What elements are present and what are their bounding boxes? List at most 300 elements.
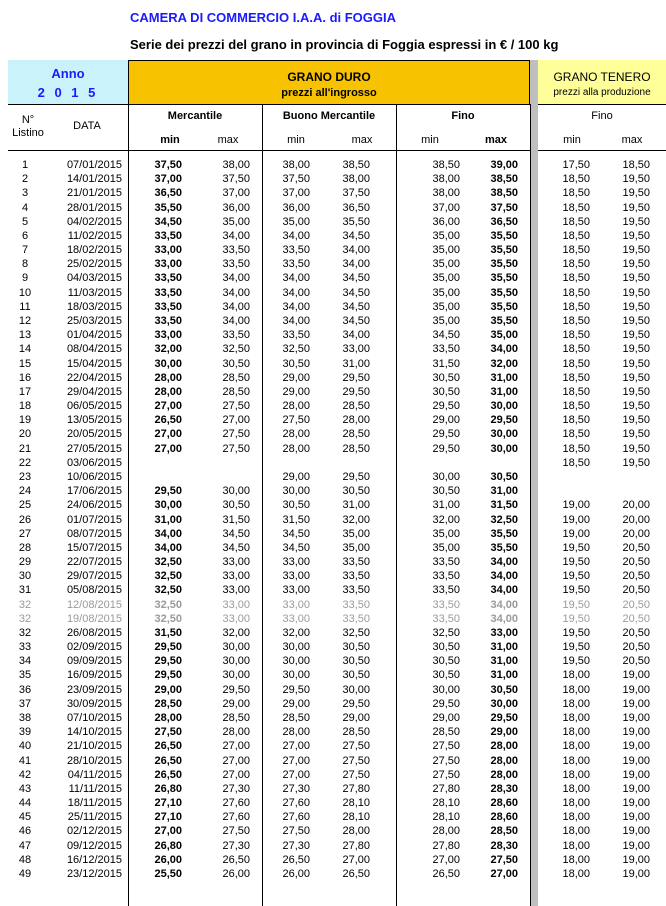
buono-min: 29,00: [282, 470, 310, 483]
fino-min: 35,00: [432, 314, 460, 327]
tenero-min: 19,50: [562, 556, 590, 569]
tenero-max: 19,00: [622, 853, 650, 866]
fino-max: 29,50: [490, 712, 518, 725]
fino-max: 30,00: [490, 428, 518, 441]
listino-date: 25/03/2015: [66, 314, 122, 327]
mercantile-min: 29,50: [154, 485, 182, 498]
buono-max: 26,50: [342, 868, 370, 880]
mercantile-max: 31,50: [222, 513, 250, 526]
buono-min: 33,00: [282, 598, 310, 611]
listino-date: 19/08/2015: [66, 612, 122, 625]
table-row: [0, 514, 666, 528]
buono-max: 31,00: [342, 357, 370, 370]
table-row: [0, 287, 666, 301]
fino-max: 29,00: [490, 726, 518, 739]
listino-number: 19: [18, 414, 32, 427]
fino-max: 28,30: [490, 839, 518, 852]
tenero-min: 18,50: [562, 414, 590, 427]
tenero-max: 20,50: [622, 556, 650, 569]
buono-max: 30,00: [342, 683, 370, 696]
mercantile-min: 27,00: [154, 442, 182, 455]
buono-max: 27,50: [342, 754, 370, 767]
tenero-max: 19,00: [622, 754, 650, 767]
anno-header: [8, 60, 128, 104]
mercantile-min: 34,50: [154, 215, 182, 228]
mercantile-max: 37,00: [222, 187, 250, 200]
tenero-max: 19,50: [622, 456, 650, 469]
buono-min-label: min: [287, 134, 305, 146]
buono-min: 34,00: [282, 229, 310, 242]
table-row: [0, 414, 666, 428]
table-row: [0, 301, 666, 315]
listino-date: 11/03/2015: [67, 286, 122, 299]
tenero-min: 18,00: [562, 669, 590, 682]
buono-min: 27,30: [282, 782, 310, 795]
fino-min: 30,50: [432, 485, 460, 498]
tenero-min: 18,00: [562, 797, 590, 810]
table-row: [0, 315, 666, 329]
fino-max: 35,50: [490, 244, 518, 257]
listino-number: 24: [18, 485, 32, 498]
mercantile-max: 29,50: [222, 683, 250, 696]
listino-number: 40: [18, 740, 32, 753]
listino-number: 33: [18, 641, 32, 654]
tenero-min: 18,00: [562, 712, 590, 725]
listino-date: 11/02/2015: [67, 229, 122, 242]
tenero-min: 18,00: [562, 726, 590, 739]
fino-max: 28,60: [490, 811, 518, 824]
buono-max: 33,00: [342, 343, 370, 356]
mercantile-min: 27,00: [154, 825, 182, 838]
tenero-max: 19,50: [622, 414, 650, 427]
fino-max: 28,00: [490, 768, 518, 781]
mercantile-max: 30,50: [222, 499, 250, 512]
tenero-min: 18,00: [562, 811, 590, 824]
mercantile-min: 27,00: [154, 400, 182, 413]
mercantile-max: 27,00: [222, 768, 250, 781]
tenero-min: 18,50: [562, 258, 590, 271]
fino-min: 28,10: [432, 797, 460, 810]
mercantile-min: 27,50: [154, 726, 182, 739]
table-row: [0, 811, 666, 825]
fino-min: 30,50: [432, 655, 460, 668]
listino-date: 07/10/2015: [66, 712, 122, 725]
fino-max: 34,00: [490, 556, 518, 569]
tenero-max: 19,50: [622, 314, 650, 327]
buono-min: 28,50: [282, 712, 310, 725]
tenero-max: 19,50: [622, 343, 650, 356]
buono-max: 34,50: [342, 272, 370, 285]
fino-min: 27,50: [432, 740, 460, 753]
tenero-max: 19,50: [622, 371, 650, 384]
fino-max: 29,50: [490, 414, 518, 427]
table-row: [0, 358, 666, 372]
buono-min: 27,00: [282, 768, 310, 781]
table-row: [0, 627, 666, 641]
table-row: [0, 528, 666, 542]
mercantile-max: 27,30: [222, 839, 250, 852]
tenero-max: 19,50: [622, 442, 650, 455]
fino-max: 35,50: [490, 527, 518, 540]
listino-number: 41: [18, 754, 32, 767]
mercantile-max: 34,00: [222, 286, 250, 299]
tenero-min: 18,50: [562, 244, 590, 257]
mercantile-min: 32,50: [154, 598, 182, 611]
mercantile-min: 32,50: [154, 556, 182, 569]
listino-number: 23: [18, 470, 32, 483]
listino-number: 47: [18, 839, 32, 852]
mercantile-min: 26,80: [154, 839, 182, 852]
fino-min: 33,50: [432, 584, 460, 597]
tenero-min: 18,00: [562, 697, 590, 710]
mercantile-max: 27,50: [222, 400, 250, 413]
listino-date: 25/02/2015: [66, 258, 122, 271]
fino-min: 35,00: [432, 541, 460, 554]
listino-date: 16/12/2015: [66, 853, 122, 866]
fino-max: 28,30: [490, 782, 518, 795]
fino-max: 31,00: [490, 371, 518, 384]
mercantile-max: 35,00: [222, 215, 250, 228]
mercantile-min: 28,00: [154, 712, 182, 725]
tenero-min: 19,50: [562, 626, 590, 639]
anno-label: Anno: [51, 66, 85, 81]
listino-date: 24/06/2015: [66, 499, 122, 512]
listino-date: 04/03/2015: [66, 272, 122, 285]
fino-min: 30,50: [432, 669, 460, 682]
mercantile-max: 33,00: [222, 598, 250, 611]
table-row: [0, 244, 666, 258]
listino-date: 18/03/2015: [66, 300, 122, 313]
tenero-min: 19,00: [562, 513, 590, 526]
listino-number: 18: [18, 400, 32, 413]
fino-max-label: max: [484, 134, 508, 146]
buono-max: 38,50: [342, 159, 370, 171]
fino-min: 29,50: [432, 442, 460, 455]
buono-max: 35,00: [342, 541, 370, 554]
tenero-min: 19,50: [562, 655, 590, 668]
listino-date: 11/11/2015: [68, 782, 122, 795]
table-row: [0, 854, 666, 868]
fino-label: Fino: [451, 110, 475, 122]
fino-min: 29,50: [432, 428, 460, 441]
tenero-max: 19,50: [622, 187, 650, 200]
buono-min: 30,00: [282, 641, 310, 654]
buono-min: 28,00: [282, 726, 310, 739]
tenero-max: 19,50: [622, 258, 650, 271]
table-row: [0, 570, 666, 584]
buono-max: 28,50: [342, 726, 370, 739]
tenero-min: 18,50: [562, 215, 590, 228]
fino-max: 36,50: [490, 215, 518, 228]
tenero-min: 18,00: [562, 868, 590, 880]
buono-min: 30,00: [282, 655, 310, 668]
table-row: [0, 755, 666, 769]
mercantile-min: 29,00: [154, 683, 182, 696]
listino-number: 46: [18, 825, 32, 838]
fino-min: 38,00: [432, 187, 460, 200]
tenero-max: 19,00: [622, 669, 650, 682]
tenero-min: 18,50: [562, 329, 590, 342]
mercantile-max-label: max: [217, 134, 239, 146]
fino-max: 30,50: [490, 470, 518, 483]
buono-min: 33,50: [282, 244, 310, 257]
buono-max: 29,50: [342, 697, 370, 710]
table-row: [0, 797, 666, 811]
mercantile-max: 33,50: [222, 244, 250, 257]
listino-number: 43: [18, 782, 32, 795]
table-row: [0, 698, 666, 712]
table-row: [0, 471, 666, 485]
mercantile-min: 30,00: [154, 357, 182, 370]
fino-min: 29,50: [432, 400, 460, 413]
buono-min: 27,60: [282, 811, 310, 824]
buono-max: 34,00: [342, 258, 370, 271]
fino-max: 34,00: [490, 343, 518, 356]
fino-min: 30,50: [432, 641, 460, 654]
fino-min: 33,50: [432, 598, 460, 611]
mercantile-min: 28,00: [154, 385, 182, 398]
mercantile-max: 34,00: [222, 272, 250, 285]
document-subtitle: Serie dei prezzi del grano in provincia di Foggia espressi in € / 100 kg: [130, 37, 559, 52]
buono-max: 34,50: [342, 314, 370, 327]
buono-min: 36,00: [282, 201, 310, 214]
table-row: [0, 216, 666, 230]
listino-number: 36: [18, 683, 32, 696]
tenero-max: 19,00: [622, 811, 650, 824]
table-row: [0, 542, 666, 556]
buono-max: 36,50: [342, 201, 370, 214]
table-row: [0, 187, 666, 201]
listino-number: 27: [18, 527, 32, 540]
table-row: [0, 556, 666, 570]
buono-max: 33,50: [342, 612, 370, 625]
mercantile-min: 27,10: [154, 797, 182, 810]
tenero-max: 19,50: [622, 286, 650, 299]
mercantile-min: 31,00: [154, 513, 182, 526]
listino-date: 01/07/2015: [66, 513, 122, 526]
fino-max: 28,60: [490, 797, 518, 810]
listino-number: 39: [18, 726, 32, 739]
buono-min: 29,00: [282, 385, 310, 398]
mercantile-min: 26,80: [154, 782, 182, 795]
listino-number: 17: [18, 385, 32, 398]
fino-min: 35,00: [432, 272, 460, 285]
buono-min: 33,00: [282, 584, 310, 597]
tenero-min: 19,50: [562, 584, 590, 597]
table-row: [0, 684, 666, 698]
listino-date: 12/08/2015: [66, 598, 122, 611]
fino-min: 32,50: [432, 626, 460, 639]
buono-min: 30,00: [282, 485, 310, 498]
buono-max: 32,00: [342, 513, 370, 526]
mercantile-min: 33,00: [154, 329, 182, 342]
fino-min: 33,50: [432, 556, 460, 569]
anno-value: 2 0 1 5: [37, 85, 99, 100]
buono-min: 26,00: [282, 868, 310, 880]
fino-min: 33,50: [432, 612, 460, 625]
fino-max: 28,00: [490, 740, 518, 753]
tenero-min: 19,50: [562, 570, 590, 583]
listino-number: 13: [18, 329, 32, 342]
tenero-min: 19,50: [562, 541, 590, 554]
tenero-min: 19,50: [562, 612, 590, 625]
fino-max: 38,50: [490, 173, 518, 186]
listino-date: 14/10/2015: [66, 726, 122, 739]
listino-number: 15: [18, 357, 32, 370]
mercantile-min: 29,50: [154, 641, 182, 654]
tenero-max-label: max: [621, 134, 643, 146]
buono-mercantile-label: Buono Mercantile: [282, 110, 376, 122]
listino-number: 11: [19, 300, 31, 313]
tenero-max: 20,50: [622, 598, 650, 611]
tenero-max: 19,50: [622, 428, 650, 441]
mercantile-max: 26,00: [222, 868, 250, 880]
tenero-max: 19,50: [622, 300, 650, 313]
table-row: [0, 428, 666, 442]
table-row: [0, 159, 666, 173]
fino-max: 30,00: [490, 442, 518, 455]
fino-min: 29,00: [432, 414, 460, 427]
mercantile-max: 33,00: [222, 570, 250, 583]
mercantile-min: 33,50: [154, 300, 182, 313]
fino-min: 28,00: [432, 825, 460, 838]
mercantile-max: 26,50: [222, 853, 250, 866]
fino-max: 35,50: [490, 258, 518, 271]
buono-min: 30,50: [282, 357, 310, 370]
grano-tenero-sub: prezzi alla produzione: [553, 87, 651, 98]
mercantile-min: 29,50: [154, 669, 182, 682]
listino-number: 21: [18, 442, 32, 455]
col-data-label: DATA: [73, 120, 101, 132]
fino-min: 35,00: [432, 300, 460, 313]
tenero-min: 17,50: [562, 159, 590, 171]
tenero-max: 19,50: [622, 229, 650, 242]
table-row: [0, 457, 666, 471]
listino-number: 45: [18, 811, 32, 824]
table-row: [0, 443, 666, 457]
listino-date: 25/11/2015: [67, 811, 122, 824]
table-row: [0, 783, 666, 797]
mercantile-min: 26,50: [154, 768, 182, 781]
listino-number: 6: [21, 229, 29, 242]
table-row: [0, 499, 666, 513]
buono-min: 28,00: [282, 442, 310, 455]
fino-min: 31,50: [432, 357, 460, 370]
fino-max: 35,00: [490, 329, 518, 342]
tenero-max: 20,50: [622, 541, 650, 554]
listino-date: 30/09/2015: [66, 697, 122, 710]
listino-date: 22/04/2015: [66, 371, 122, 384]
buono-max: 38,00: [342, 173, 370, 186]
fino-min: 35,00: [432, 527, 460, 540]
tenero-max: 19,00: [622, 683, 650, 696]
document-title: CAMERA DI COMMERCIO I.A.A. di FOGGIA: [130, 10, 397, 25]
tenero-max: 19,50: [622, 215, 650, 228]
fino-max: 35,50: [490, 541, 518, 554]
listino-number: 34: [18, 655, 32, 668]
mercantile-min: 26,50: [154, 740, 182, 753]
buono-max: 35,00: [342, 527, 370, 540]
mercantile-max: 30,00: [222, 485, 250, 498]
mercantile-min: 33,50: [154, 286, 182, 299]
listino-number: 22: [18, 456, 32, 469]
fino-max: 31,00: [490, 385, 518, 398]
buono-max: 28,10: [342, 797, 370, 810]
listino-number: 9: [21, 272, 29, 285]
listino-number: 30: [18, 570, 32, 583]
listino-date: 21/10/2015: [66, 740, 122, 753]
buono-max: 30,50: [342, 669, 370, 682]
tenero-max: 19,50: [622, 272, 650, 285]
buono-min: 29,50: [282, 683, 310, 696]
table-row: [0, 400, 666, 414]
listino-number: 20: [18, 428, 32, 441]
buono-min: 34,00: [282, 314, 310, 327]
listino-date: 09/09/2015: [66, 655, 122, 668]
tenero-min: 18,50: [562, 456, 590, 469]
mercantile-max: 30,50: [222, 357, 250, 370]
listino-number: 3: [21, 187, 29, 200]
header-line: [8, 104, 530, 105]
buono-min: 28,00: [282, 428, 310, 441]
listino-number: 5: [21, 215, 29, 228]
buono-min: 27,60: [282, 797, 310, 810]
mercantile-min: 34,00: [154, 541, 182, 554]
mercantile-min: 32,50: [154, 570, 182, 583]
listino-date: 18/02/2015: [66, 244, 122, 257]
listino-number: 42: [18, 768, 32, 781]
fino-min: 27,80: [432, 782, 460, 795]
fino-min: 35,00: [432, 258, 460, 271]
tenero-min: 18,00: [562, 853, 590, 866]
tenero-min-label: min: [563, 134, 581, 146]
listino-date: 22/07/2015: [66, 556, 122, 569]
mercantile-max: 33,00: [222, 612, 250, 625]
listino-date: 27/05/2015: [66, 442, 122, 455]
mercantile-max: 27,50: [222, 428, 250, 441]
mercantile-max: 34,00: [222, 314, 250, 327]
listino-number: 14: [18, 343, 32, 356]
listino-number: 10: [18, 286, 32, 299]
listino-date: 13/05/2015: [66, 414, 122, 427]
grano-duro-header: [128, 60, 530, 104]
table-row: [0, 329, 666, 343]
buono-min: 37,00: [282, 187, 310, 200]
listino-number: 26: [18, 513, 32, 526]
fino-max: 31,00: [490, 655, 518, 668]
fino-min: 37,00: [432, 201, 460, 214]
mercantile-max: 27,60: [222, 797, 250, 810]
listino-date: 04/02/2015: [66, 215, 122, 228]
buono-min: 34,00: [282, 272, 310, 285]
fino-min: 28,10: [432, 811, 460, 824]
mercantile-min: 32,50: [154, 584, 182, 597]
buono-max: 28,00: [342, 825, 370, 838]
mercantile-min: 26,00: [154, 853, 182, 866]
mercantile-max: 34,00: [222, 229, 250, 242]
tenero-min: 18,50: [562, 286, 590, 299]
listino-number: 2: [21, 173, 29, 186]
listino-number: 31: [18, 584, 32, 597]
tenero-min: 18,50: [562, 385, 590, 398]
tenero-max: 19,00: [622, 712, 650, 725]
tenero-max: 20,00: [622, 499, 650, 512]
buono-max: 33,50: [342, 556, 370, 569]
tenero-max: 19,00: [622, 768, 650, 781]
mercantile-min: 28,50: [154, 697, 182, 710]
tenero-max: 19,50: [622, 400, 650, 413]
buono-min: 30,50: [282, 499, 310, 512]
